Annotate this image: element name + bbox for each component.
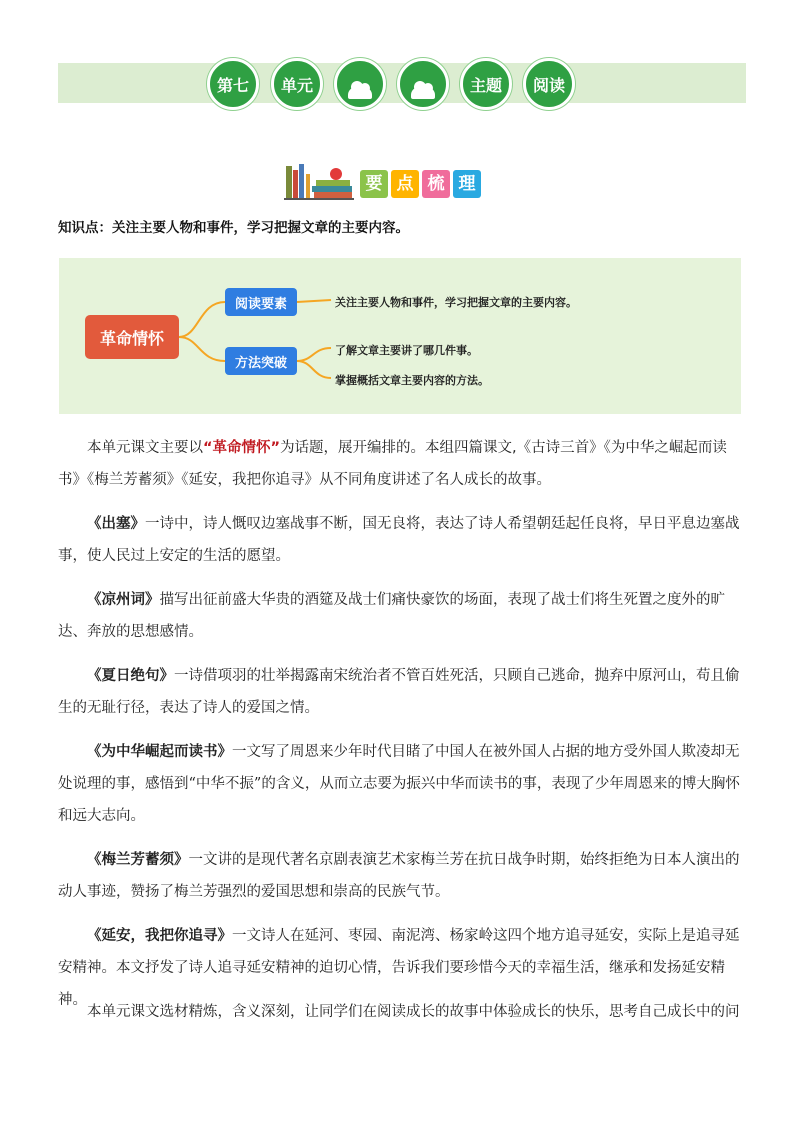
closing-paragraph xyxy=(58,996,748,1028)
lesson-title: 《凉州词》 xyxy=(87,591,160,608)
lesson-paragraph xyxy=(58,508,748,572)
cloud-icon xyxy=(348,87,372,99)
lesson-title: 《为中华崛起而读书》 xyxy=(87,743,232,760)
lesson-title: 《夏日绝句》 xyxy=(87,667,174,684)
books-icon xyxy=(284,162,354,200)
intro-prefix: 本单元课文主要以 xyxy=(87,440,203,456)
mind-map-branch-reading: 阅读要素 xyxy=(225,288,297,316)
lesson-paragraph xyxy=(58,660,748,724)
lesson-paragraph xyxy=(58,844,748,908)
lesson-title: 《延安，我把你追寻》 xyxy=(87,927,232,944)
chip-theme: 主题 xyxy=(460,58,512,110)
intro-paragraph xyxy=(58,432,748,496)
section-title-char: 点 xyxy=(391,170,419,198)
intro-rest: 为话题，展开编排的。本组四篇课文,《古诗三首》《为中华之崛起而读书》《梅兰芳蓄须》《延安，我把你追寻》从不同角度讲述了名人成长的故事。 xyxy=(58,440,727,488)
lesson-title: 《出塞》 xyxy=(87,515,145,532)
knowledge-point: 知识点：关注主要人物和事件，学习把握文章的主要内容。 xyxy=(58,220,409,236)
lesson-text: 一文写了周恩来少年时代目睹了中国人在被外国人占据的地方受外国人欺凌却无处说理的事，感悟到“中华不振”的含义，从而立志要为振兴中华而读书的事，表现了少年周恩来的博大胸怀和远大志向。 xyxy=(58,744,740,824)
section-title-char: 理 xyxy=(453,170,481,198)
chip-blank-2 xyxy=(397,58,449,110)
section-title xyxy=(360,170,481,198)
chip-unit-label: 单元 xyxy=(271,58,323,110)
lesson-text: 一文诗人在延河、枣园、南泥湾、杨家岭这四个地方追寻延安，实际上是追寻延安精神。本文抒发了诗人追寻延安精神的迫切心情，告诉我们要珍惜今天的幸福生活，继承和发扬延安精神。 xyxy=(58,928,740,1008)
mind-map-root: 革命情怀 xyxy=(85,315,179,359)
lesson-text: 一诗借项羽的壮举揭露南宋统治者不管百姓死活，只顾自己逃命，抛弃中原河山，苟且偷生的无耻行径，表达了诗人的爱国之情。 xyxy=(58,668,740,716)
section-title-char: 要 xyxy=(360,170,388,198)
lesson-title: 《梅兰芳蓄须》 xyxy=(87,851,189,868)
cloud-icon xyxy=(411,87,435,99)
lesson-text: 一文讲的是现代著名京剧表演艺术家梅兰芳在抗日战争时期，始终拒绝为日本人演出的动人事迹，赞扬了梅兰芳强烈的爱国思想和崇高的民族气节。 xyxy=(58,852,740,900)
intro-theme: “革命情怀” xyxy=(203,440,281,456)
closing-text: 本单元课文选材精炼，含义深刻，让同学们在阅读成长的故事中体验成长的快乐，思考自己成长中的问 xyxy=(87,1004,740,1020)
chip-blank-1 xyxy=(334,58,386,110)
mind-map-leaf: 了解文章主要讲了哪几件事。 xyxy=(335,344,478,357)
mind-map-leaf: 掌握概括文章主要内容的方法。 xyxy=(335,374,489,387)
mind-map xyxy=(59,258,741,414)
chip-reading: 阅读 xyxy=(523,58,575,110)
mind-map-leaf: 关注主要人物和事件，学习把握文章的主要内容。 xyxy=(335,296,577,309)
unit-title xyxy=(0,58,794,110)
section-title-char: 梳 xyxy=(422,170,450,198)
lesson-text: 一诗中，诗人慨叹边塞战事不断，国无良将，表达了诗人希望朝廷起任良将，早日平息边塞战事，使人民过上安定的生活的愿望。 xyxy=(58,516,740,564)
lesson-paragraph xyxy=(58,736,748,832)
mind-map-branch-method: 方法突破 xyxy=(225,347,297,375)
lesson-text: 描写出征前盛大华贵的酒筵及战士们痛快豪饮的场面，表现了战士们将生死置之度外的旷达、奔放的思想感情。 xyxy=(58,592,725,640)
lesson-paragraph xyxy=(58,584,748,648)
chip-unit-number: 第七 xyxy=(207,58,259,110)
